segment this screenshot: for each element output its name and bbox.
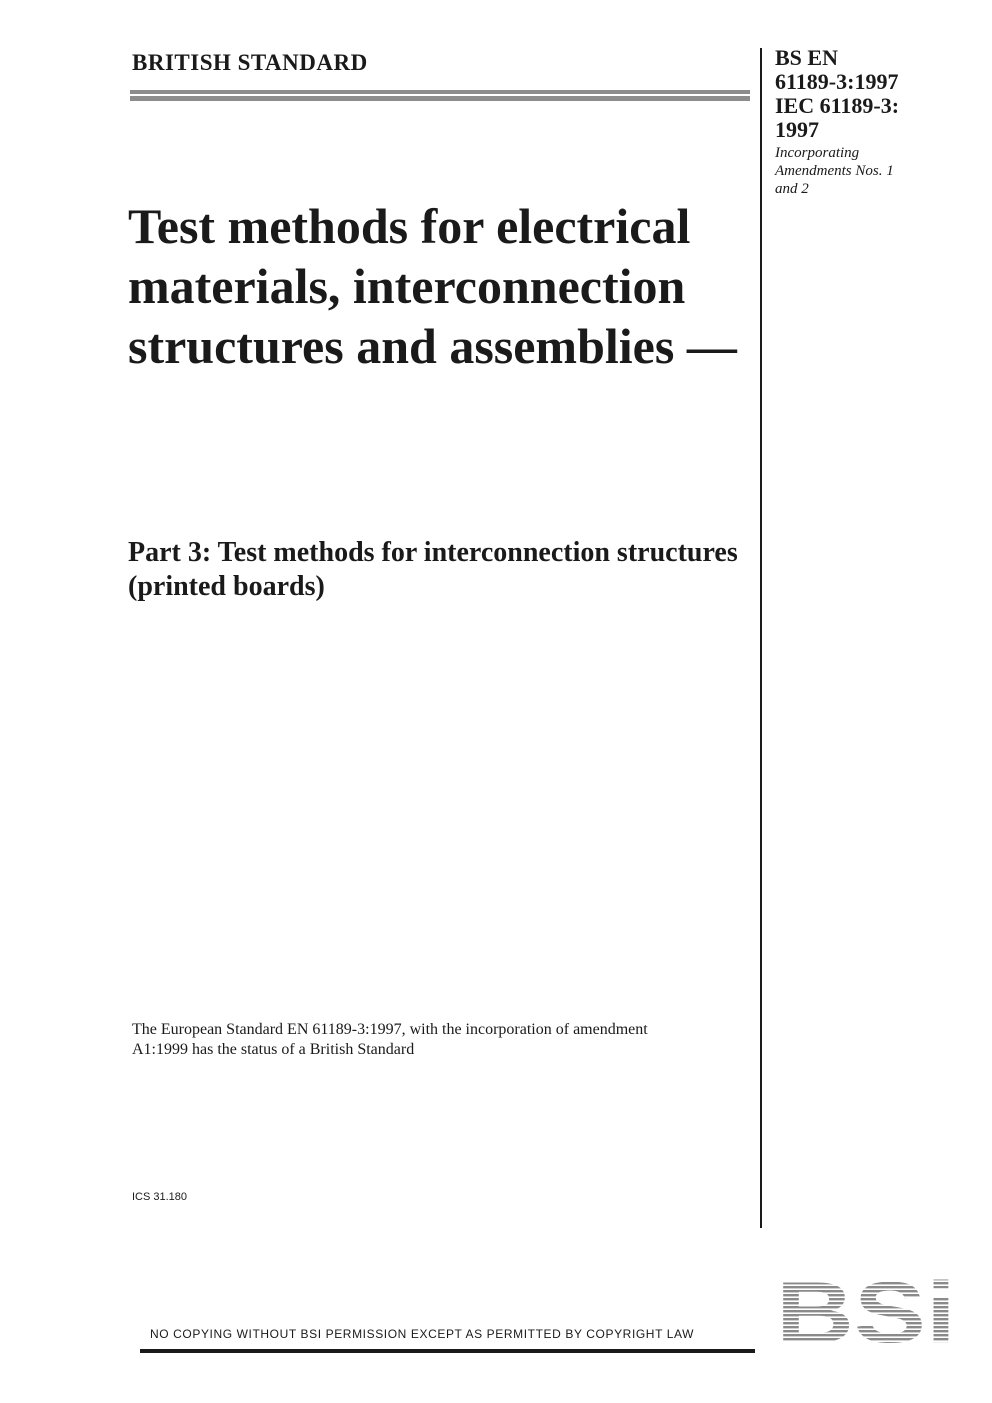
standard-number-line: IEC 61189-3: — [775, 93, 900, 118]
header-rule-bottom — [130, 96, 750, 101]
bsi-logo-text: BSi — [776, 1278, 956, 1344]
document-title: Test methods for electrical materials, interconnection structures and assemblies — — [128, 198, 737, 374]
document-subtitle: Part 3: Test methods for interconnection structures (printed boards) — [128, 537, 738, 602]
status-statement: The European Standard EN 61189-3:1997, with the incorporation of amendment A1:1999 has the status of a British Standard — [132, 1021, 648, 1058]
standard-number-line: BS EN — [775, 45, 838, 70]
bsi-logo — [776, 1278, 956, 1344]
amendments-note: Incorporating Amendments Nos. 1 and 2 — [775, 145, 894, 197]
standard-number-line: 1997 — [775, 117, 819, 142]
ics-code: ICS 31.180 — [132, 1191, 188, 1203]
document-type-label: BRITISH STANDARD — [132, 50, 368, 75]
standard-number-line: 61189-3:1997 — [775, 69, 899, 94]
header-rule-top — [130, 90, 750, 94]
standard-number-block — [775, 46, 985, 198]
copyright-notice: NO COPYING WITHOUT BSI PERMISSION EXCEPT AS PERMITTED BY COPYRIGHT LAW — [150, 1327, 695, 1341]
footer-rule — [140, 1349, 755, 1353]
vertical-divider — [760, 48, 762, 1228]
